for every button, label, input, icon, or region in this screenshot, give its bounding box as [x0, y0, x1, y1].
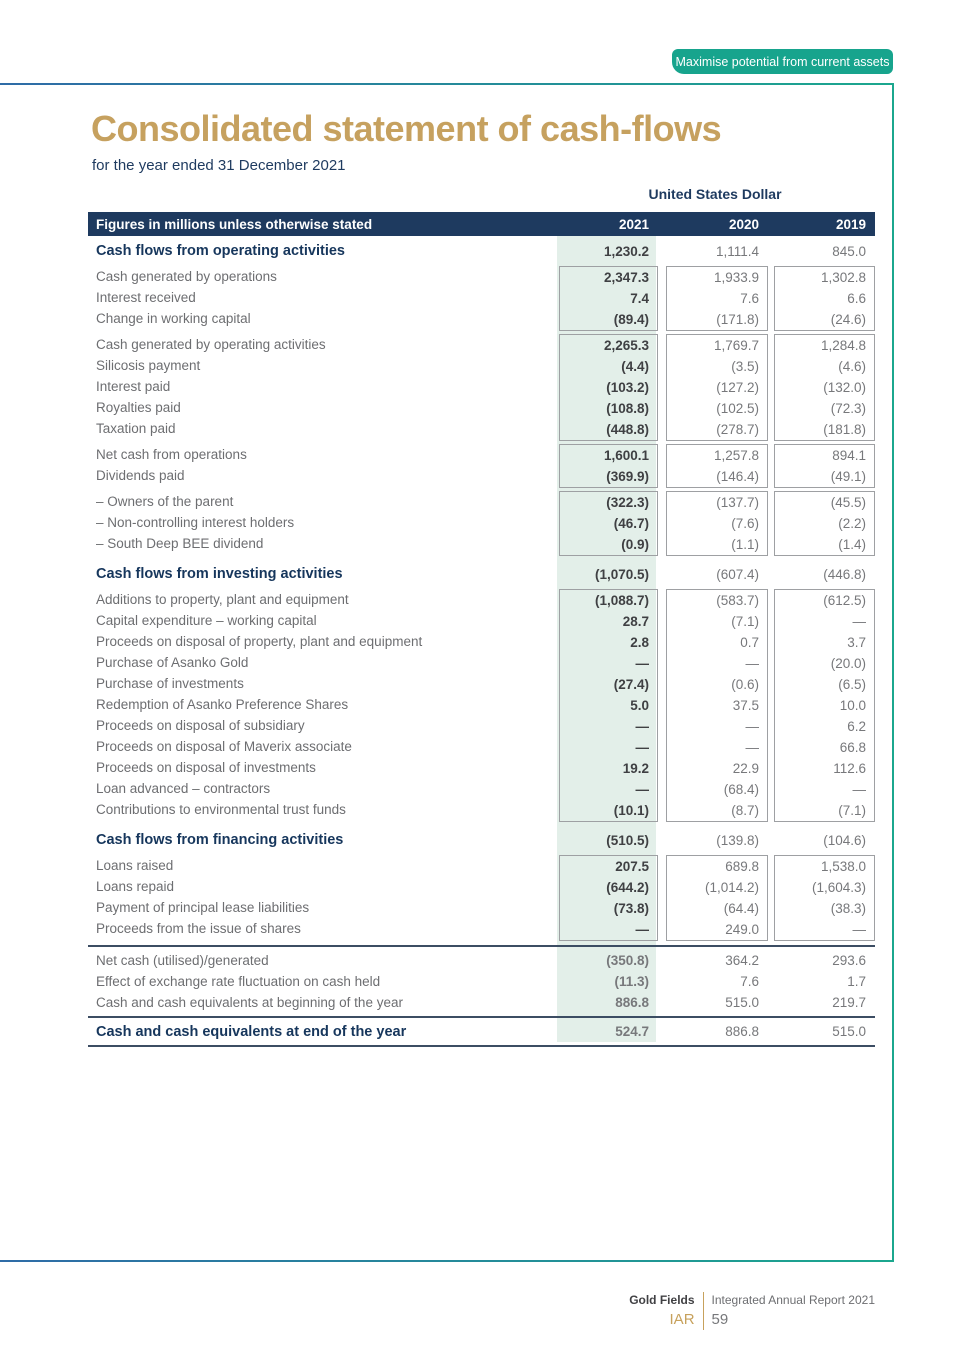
row-label: Taxation paid [96, 421, 176, 436]
row-label: Silicosis payment [96, 358, 201, 373]
footer-page-number: 59 [711, 1311, 729, 1328]
row-label: – South Deep BEE dividend [96, 536, 264, 551]
section-header-label: Cash flows from financing activities [96, 832, 344, 848]
cell-2019: (612.5) [823, 593, 866, 608]
cell-2021: — [635, 656, 649, 671]
row-labels [88, 589, 559, 822]
cell-2020: (1,014.2) [704, 880, 759, 895]
cell-2019: (181.8) [823, 422, 866, 437]
value-group [88, 589, 875, 822]
cell-2020: 886.8 [725, 1024, 759, 1039]
year-column-2019 [774, 491, 875, 556]
year-column-2019 [774, 855, 875, 941]
cell-2019: (20.0) [830, 656, 866, 671]
cell-2019: (24.6) [830, 312, 866, 327]
row-label: Cash generated by operations [96, 269, 277, 284]
cell-2020: 515.0 [725, 995, 759, 1010]
cell-2019: 3.7 [847, 635, 866, 650]
row-label: Proceeds on disposal of Maverix associate [96, 739, 352, 754]
cell-2019: (1.4) [838, 537, 866, 552]
row-labels [88, 855, 559, 941]
cell-2020: (7.1) [731, 614, 759, 629]
section-total-2021: (1,070.5) [594, 566, 649, 582]
cell-2020: 22.9 [732, 761, 759, 776]
value-group [88, 855, 875, 941]
cell-2019: 66.8 [839, 740, 866, 755]
currency-heading: United States Dollar [648, 186, 782, 202]
cell-2021: 19.2 [622, 761, 649, 776]
cell-2021: 5.0 [630, 698, 649, 713]
value-group [88, 266, 875, 331]
cell-2019: — [852, 922, 866, 937]
cell-2021: (108.8) [606, 401, 649, 416]
section-total-2019: 845.0 [832, 243, 866, 259]
row-label: Royalties paid [96, 400, 181, 415]
cell-2020: (146.4) [716, 469, 759, 484]
cell-2021: (369.9) [606, 469, 649, 484]
cell-2020: (7.6) [731, 516, 759, 531]
section-header-row [88, 829, 875, 851]
cell-2020: (583.7) [716, 593, 759, 608]
row-labels [88, 334, 559, 441]
year-header-2019: 2019 [835, 216, 866, 232]
cell-2019: 1,302.8 [820, 270, 866, 285]
value-group [88, 444, 875, 488]
cell-2021: (322.3) [606, 495, 649, 510]
cell-2021: 7.4 [630, 291, 649, 306]
cell-2020: 0.7 [740, 635, 759, 650]
cell-2020: 1,257.8 [713, 448, 759, 463]
row-label: Loan advanced – contractors [96, 781, 271, 796]
cell-2021: 2,347.3 [603, 270, 649, 285]
row-label: Proceeds on disposal of property, plant and equipment [96, 634, 423, 649]
cell-2020: 7.6 [740, 974, 759, 989]
year-column-2019 [774, 444, 875, 488]
summary-rows [88, 950, 875, 1013]
row-label: Purchase of Asanko Gold [96, 655, 249, 670]
cell-2020: 249.0 [725, 922, 759, 937]
cell-2021: (644.2) [606, 880, 649, 895]
cell-2019: 1,538.0 [820, 859, 866, 874]
cell-2019: (49.1) [830, 469, 866, 484]
cell-2020: (0.6) [731, 677, 759, 692]
cell-2021: (1,088.7) [594, 593, 649, 608]
cell-2019: (1,604.3) [811, 880, 866, 895]
cell-2019: — [852, 614, 866, 629]
cell-2021: — [635, 922, 649, 937]
cell-2020: — [745, 740, 759, 755]
year-column-2021 [559, 444, 658, 488]
year-column-2021 [559, 491, 658, 556]
cell-2021: 2.8 [630, 635, 649, 650]
footer-brand: Gold Fields [629, 1293, 695, 1307]
row-label: Proceeds on disposal of investments [96, 760, 316, 775]
divider-rule [88, 1045, 875, 1047]
row-label: Dividends paid [96, 468, 185, 483]
section-header-label: Cash flows from operating activities [96, 243, 345, 259]
cell-2021: (448.8) [606, 422, 649, 437]
value-group [88, 491, 875, 556]
row-label: Payment of principal lease liabilities [96, 900, 310, 915]
cell-2020: 7.6 [740, 291, 759, 306]
cell-2021: (11.3) [614, 974, 649, 989]
row-label: Loans raised [96, 858, 174, 873]
row-label: Redemption of Asanko Preference Shares [96, 697, 349, 712]
row-label: Effect of exchange rate fluctuation on cash held [96, 974, 381, 989]
row-label: Additions to property, plant and equipment [96, 592, 349, 607]
footer-report-code: IAR [669, 1311, 695, 1328]
section-header-row [88, 563, 875, 585]
cell-2021: — [635, 740, 649, 755]
cell-2020: (127.2) [716, 380, 759, 395]
year-column-2019 [774, 334, 875, 441]
table-row [88, 950, 875, 971]
row-label: – Non-controlling interest holders [96, 515, 295, 530]
cell-2019: (4.6) [838, 359, 866, 374]
cell-2019: (7.1) [838, 803, 866, 818]
section-header-row [88, 240, 875, 262]
cell-2020: (278.7) [716, 422, 759, 437]
row-label: Capital expenditure – working capital [96, 613, 317, 628]
cell-2021: (73.8) [613, 901, 649, 916]
cell-2019: (38.3) [830, 901, 866, 916]
row-label: Interest received [96, 290, 196, 305]
section-header-label: Cash flows from investing activities [96, 566, 343, 582]
cell-2020: 689.8 [725, 859, 759, 874]
cell-2020: (102.5) [716, 401, 759, 416]
table-caption: Figures in millions unless otherwise stated [96, 216, 373, 232]
total-row-label: Cash and cash equivalents at end of the year [96, 1023, 407, 1040]
cell-2019: 1.7 [847, 974, 866, 989]
table-row [88, 971, 875, 992]
cell-2021: (4.4) [621, 359, 649, 374]
cell-2019: 10.0 [839, 698, 866, 713]
row-label: – Owners of the parent [96, 494, 234, 509]
cell-2020: (8.7) [731, 803, 759, 818]
section-total-2021: (510.5) [606, 832, 649, 848]
row-label: Loans repaid [96, 879, 175, 894]
cell-2020: 364.2 [725, 953, 759, 968]
cell-2019: (45.5) [830, 495, 866, 510]
cell-2021: 886.8 [615, 995, 649, 1010]
year-column-2021 [559, 855, 658, 941]
cell-2020: (3.5) [731, 359, 759, 374]
row-labels [88, 444, 559, 488]
cell-2020: 1,769.7 [713, 338, 759, 353]
cell-2021: (89.4) [613, 312, 649, 327]
cell-2021: (46.7) [613, 516, 649, 531]
cell-2020: 37.5 [732, 698, 759, 713]
cell-2019: (2.2) [838, 516, 866, 531]
year-column-2020 [666, 491, 768, 556]
row-label: Net cash (utilised)/generated [96, 953, 269, 968]
row-label: Purchase of investments [96, 676, 244, 691]
year-header-2020: 2020 [728, 216, 759, 232]
value-group [88, 334, 875, 441]
row-label: Cash and cash equivalents at beginning of the year [96, 995, 403, 1010]
year-column-2021 [559, 334, 658, 441]
cell-2020: 1,933.9 [713, 270, 759, 285]
row-label: Interest paid [96, 379, 171, 394]
cell-2019: 6.2 [847, 719, 866, 734]
cell-2019: — [852, 782, 866, 797]
cell-2021: 524.7 [615, 1024, 649, 1039]
row-label: Proceeds on disposal of subsidiary [96, 718, 305, 733]
cell-2020: — [745, 719, 759, 734]
footer-report-title: Integrated Annual Report 2021 [711, 1293, 875, 1307]
cell-2019: 219.7 [832, 995, 866, 1010]
section-total-2021: 1,230.2 [603, 243, 649, 259]
table-row-total [88, 1019, 875, 1044]
year-column-2020 [666, 334, 768, 441]
cell-2020: — [745, 656, 759, 671]
table-row [88, 992, 875, 1013]
cell-2021: 1,600.1 [603, 448, 649, 463]
cell-2019: 515.0 [832, 1024, 866, 1039]
cell-2019: (132.0) [823, 380, 866, 395]
cell-2020: (64.4) [723, 901, 759, 916]
cell-2019: 1,284.8 [820, 338, 866, 353]
section-total-2019: (446.8) [823, 566, 866, 582]
year-column-2020 [666, 266, 768, 331]
cell-2021: — [635, 782, 649, 797]
row-label: Net cash from operations [96, 447, 247, 462]
year-column-2020 [666, 589, 768, 822]
section-tag-badge [672, 49, 893, 74]
year-column-2019 [774, 589, 875, 822]
page-footer [629, 1292, 875, 1330]
cell-2021: (10.1) [613, 803, 649, 818]
cell-2021: 2,265.3 [603, 338, 649, 353]
year-column-2021 [559, 266, 658, 331]
table-sections [88, 240, 875, 941]
year-column-2020 [666, 855, 768, 941]
footer-divider [703, 1292, 704, 1330]
page-title: Consolidated statement of cash-flows [91, 108, 722, 149]
row-label: Proceeds from the issue of shares [96, 921, 301, 936]
cell-2019: (6.5) [838, 677, 866, 692]
section-total-2020: (607.4) [716, 566, 759, 582]
cell-2019: (72.3) [830, 401, 866, 416]
cell-2019: 894.1 [832, 448, 866, 463]
cell-2019: 293.6 [832, 953, 866, 968]
row-label: Cash generated by operating activities [96, 337, 326, 352]
cell-2020: (171.8) [716, 312, 759, 327]
row-label: Contributions to environmental trust funds [96, 802, 346, 817]
cell-2021: 207.5 [615, 859, 649, 874]
badge-label: Maximise potential from current assets [675, 54, 890, 69]
cell-2021: 28.7 [622, 614, 649, 629]
divider-rule [88, 1016, 875, 1018]
cell-2019: 112.6 [833, 761, 866, 776]
cell-2020: (1.1) [731, 537, 759, 552]
cell-2020: (137.7) [716, 495, 759, 510]
cell-2019: 6.6 [847, 291, 866, 306]
table-header-row [88, 212, 875, 236]
divider-rule [88, 945, 875, 947]
cell-2021: (350.8) [606, 953, 649, 968]
row-labels [88, 266, 559, 331]
page-subtitle: for the year ended 31 December 2021 [92, 157, 346, 174]
year-column-2021 [559, 589, 658, 822]
cell-2021: (103.2) [606, 380, 649, 395]
cell-2020: (68.4) [723, 782, 759, 797]
section-total-2020: (139.8) [716, 832, 759, 848]
cash-flow-table [88, 186, 875, 1047]
row-labels [88, 491, 559, 556]
row-label: Change in working capital [96, 311, 251, 326]
cell-2021: — [635, 719, 649, 734]
section-total-2019: (104.6) [823, 832, 866, 848]
year-column-2020 [666, 444, 768, 488]
cell-2021: (27.4) [613, 677, 649, 692]
year-header-2021: 2021 [618, 216, 649, 232]
section-total-2020: 1,111.4 [715, 243, 759, 259]
year-column-2019 [774, 266, 875, 331]
cell-2021: (0.9) [621, 537, 649, 552]
